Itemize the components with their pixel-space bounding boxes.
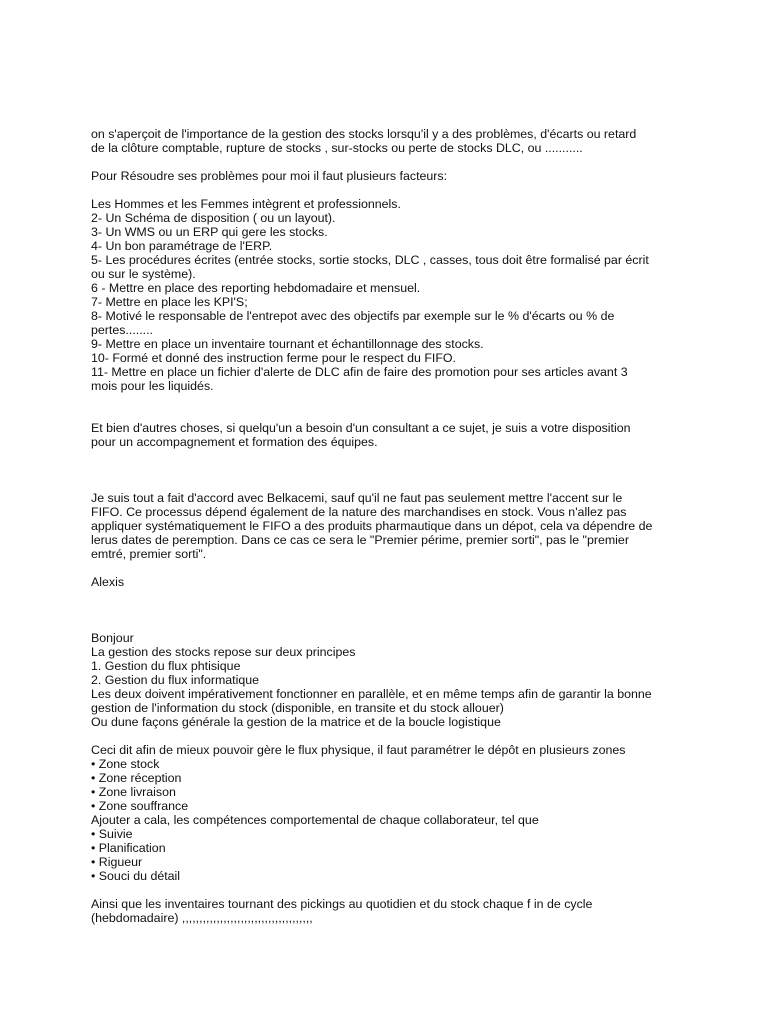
list-item: • Zone livraison <box>91 785 176 799</box>
list-item: ou sur le système). <box>91 267 196 281</box>
list-item: 11- Mettre en place un fichier d'alerte de DLC afin de faire des promotion pour ses articles avant 3 <box>91 365 628 379</box>
text-line: lerus dates de peremption. Dans ce cas ce sera le "Premier périme, premier sorti", pas le "premier <box>91 533 629 547</box>
zones-list <box>91 743 671 883</box>
list-item: 7- Mettre en place les KPI'S; <box>91 295 248 309</box>
closing-paragraph <box>91 421 671 449</box>
text-line: gestion de l'information du stock (disponible, en transite et du stock allouer) <box>91 701 504 715</box>
intro-paragraph <box>91 127 671 155</box>
text-line: de la clôture comptable, rupture de stocks , sur-stocks ou perte de stocks DLC, ou ........... <box>91 141 583 155</box>
factors-list <box>91 197 671 393</box>
reply-paragraph <box>91 491 671 561</box>
text-line: (hebdomadaire) ,,,,,,,,,,,,,,,,,,,,,,,,,,,,,,,,,,,,,, <box>91 911 313 925</box>
list-item: pertes........ <box>91 323 153 337</box>
list-item: • Zone réception <box>91 771 182 785</box>
list-item: 9- Mettre en place un inventaire tournant et échantillonnage des stocks. <box>91 337 484 351</box>
text-line: 1. Gestion du flux phtisique <box>91 659 241 673</box>
document-page <box>91 127 671 925</box>
list-item: 3- Un WMS ou un ERP qui gere les stocks. <box>91 225 328 239</box>
list-item: Les Hommes et les Femmes intègrent et professionnels. <box>91 197 401 211</box>
text-line: Et bien d'autres choses, si quelqu'un a besoin d'un consultant a ce sujet, je suis a votre disposition <box>91 421 631 435</box>
list-item: mois pour les liquidés. <box>91 379 214 393</box>
list-item: 5- Les procédures écrites (entrée stocks, sortie stocks, DLC , casses, tous doit être formalisé par écrit <box>91 253 649 267</box>
lead-line: Pour Résoudre ses problèmes pour moi il faut plusieurs facteurs: <box>91 169 448 183</box>
post-principles <box>91 631 671 729</box>
text-line: Je suis tout a fait d'accord avec Belkacemi, sauf qu'il ne faut pas seulement mettre l'accent sur le <box>91 491 623 505</box>
text-line: La gestion des stocks repose sur deux principes <box>91 645 356 659</box>
text-line: 2. Gestion du flux informatique <box>91 673 260 687</box>
text-line: Ainsi que les inventaires tournant des pickings au quotidien et du stock chaque f in de cycle <box>91 897 593 911</box>
text-line: appliquer systématiquement le FIFO a des produits pharmautique dans un dépot, cela va dépendre de <box>91 519 653 533</box>
text-line: Ajouter a cala, les compétences comportemental de chaque collaborateur, tel que <box>91 813 539 827</box>
list-item: 6 - Mettre en place des reporting hebdomadaire et mensuel. <box>91 281 421 295</box>
list-item: 8- Motivé le responsable de l'entrepot avec des objectifs par exemple sur le % d'écarts ou % de <box>91 309 615 323</box>
list-item: • Souci du détail <box>91 869 181 883</box>
list-item: • Zone souffrance <box>91 799 189 813</box>
list-item: 10- Formé et donné des instruction ferme pour le respect du FIFO. <box>91 351 457 365</box>
text-line: Ou dune façons générale la gestion de la matrice et de la boucle logistique <box>91 715 501 729</box>
text-line: on s'aperçoit de l'importance de la gestion des stocks lorsqu'il y a des problèmes, d'écarts ou retard <box>91 127 637 141</box>
text-line: emtré, premier sorti". <box>91 547 207 561</box>
list-item: • Planification <box>91 841 166 855</box>
list-item: 4- Un bon paramétrage de l'ERP. <box>91 239 273 253</box>
text-line: Les deux doivent impérativement fonctionner en parallèle, et en même temps afin de garantir la bonne <box>91 687 652 701</box>
list-item: • Suivie <box>91 827 133 841</box>
text-line: FIFO. Ce processus dépend également de la nature des marchandises en stock. Vous n'allez pas <box>91 505 627 519</box>
list-item: 2- Un Schéma de disposition ( ou un layout). <box>91 211 336 225</box>
list-item: • Rigueur <box>91 855 143 869</box>
text-line: Bonjour <box>91 631 134 645</box>
text-line: pour un accompagnement et formation des équipes. <box>91 435 378 449</box>
final-paragraph <box>91 897 671 925</box>
signature: Alexis <box>91 575 125 589</box>
text-line: Ceci dit afin de mieux pouvoir gère le flux physique, il faut paramétrer le dépôt en plusieurs zones <box>91 743 626 757</box>
list-item: • Zone stock <box>91 757 160 771</box>
